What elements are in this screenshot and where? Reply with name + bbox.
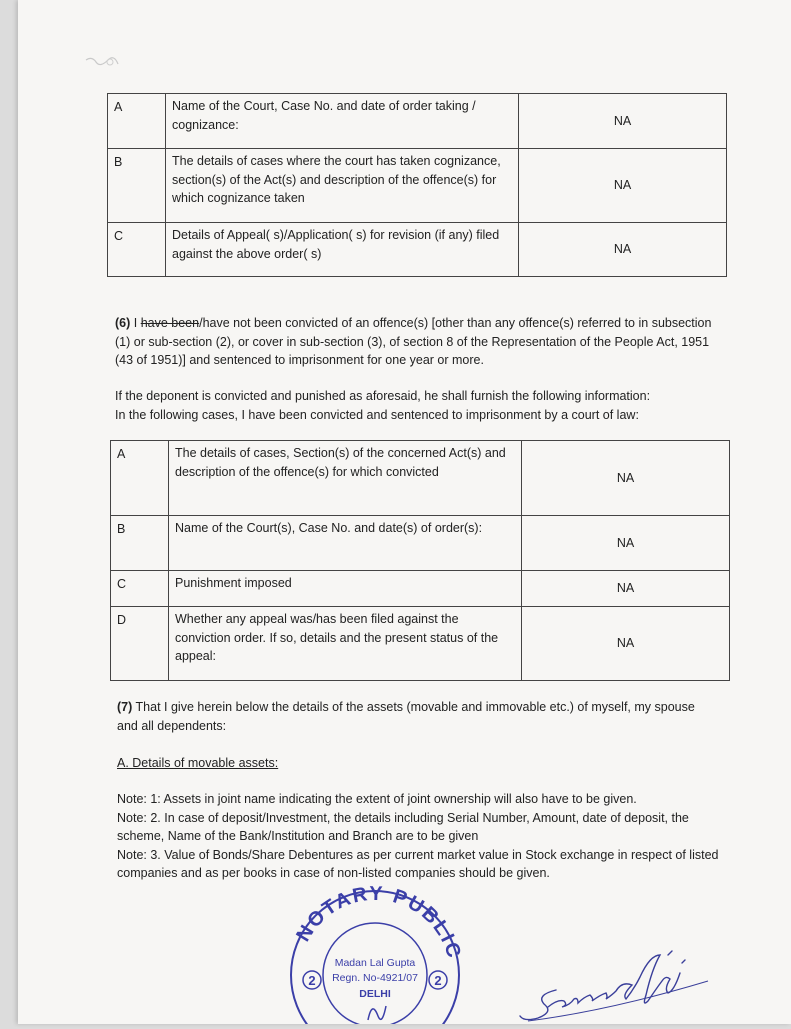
struck-text: have been (140, 316, 200, 330)
row-description: The details of cases where the court has taken cognizance, section(s) of the Act(s) and description of the offence(s) for which cognizance taken (166, 149, 519, 223)
note-3: Note: 3. Value of Bonds/Share Debentures as per current market value in Stock exchange in respect of listed companies and as per books in case of non-listed companies should be given. (117, 847, 719, 880)
row-description: Name of the Court, Case No. and date of order taking / cognizance: (166, 94, 519, 149)
table-row (111, 516, 730, 571)
paragraph-number: (7) (117, 700, 133, 714)
row-label: D (111, 607, 169, 681)
paragraph-6 (115, 314, 715, 370)
intro-line-1: If the deponent is convicted and punished as aforesaid, he shall furnish the following information: (115, 389, 651, 403)
row-description: Name of the Court(s), Case No. and date(s) of order(s): (169, 516, 522, 571)
table-row (108, 223, 727, 277)
conviction-table (110, 440, 730, 681)
document-page (18, 0, 791, 1024)
paragraph-text: That I give herein below the details of the assets (movable and immovable etc.) of myself, my spouse and all dependents: (117, 700, 695, 733)
row-value: NA (522, 607, 730, 681)
table-row (108, 94, 727, 149)
row-value: NA (522, 441, 730, 516)
movable-assets-heading: A. Details of movable assets: (117, 756, 279, 770)
row-description: Whether any appeal was/has been filed against the conviction order. If so, details and the present status of the appeal: (169, 607, 522, 681)
row-value: NA (519, 223, 727, 277)
row-label: A (108, 94, 166, 149)
paragraph-text-pre: I (130, 316, 141, 330)
intro-line-2: In the following cases, I have been convicted and sentenced to imprisonment by a court of law: (115, 407, 639, 422)
row-description: The details of cases, Section(s) of the concerned Act(s) and description of the offence(s) for which convicted (169, 441, 522, 516)
stamp-city: DELHI (359, 988, 391, 1000)
row-description: Details of Appeal( s)/Application( s) for revision (if any) filed against the above order( s) (166, 223, 519, 277)
paragraph-number: (6) (115, 316, 131, 330)
punch-mark (78, 40, 128, 80)
convicted-intro (115, 387, 735, 424)
row-value: NA (519, 149, 727, 223)
row-value: NA (522, 516, 730, 571)
table-row (108, 149, 727, 223)
note-1: Note: 1: Assets in joint name indicating the extent of joint ownership will also have to be given. (117, 792, 637, 806)
stamp-ring-text: NOTARY PUBLIC (292, 882, 466, 963)
row-description: Punishment imposed (169, 571, 522, 607)
stamp-name: Madan Lal Gupta (334, 957, 416, 969)
note-2: Note: 2. In case of deposit/Investment, the details including Serial Number, Amount, date of deposit, the scheme, Name of the Bank/Institution and Branch are to be given (117, 810, 689, 843)
notes-block (117, 790, 727, 883)
signature (518, 935, 728, 1024)
stamp-number-left: 2 (308, 973, 316, 988)
stamp-number-right: 2 (434, 973, 442, 988)
table-row (111, 571, 730, 607)
row-label: C (108, 223, 166, 277)
cognizance-table (107, 93, 727, 277)
paragraph-text: /have not been convicted of an offence(s) [other than any offence(s) referred to in subsection (1) or sub-section (2), or cover in sub-section (3), of section 8 of the Representation of the People Act, 1951 (43 of 1951)] and sentenced to imprisonment for one year or more. (115, 316, 712, 367)
table-row (111, 607, 730, 681)
notary-stamp (280, 880, 470, 1024)
row-label: B (108, 149, 166, 223)
row-value: NA (519, 94, 727, 149)
row-label: A (111, 441, 169, 516)
stamp-regn: Regn. No-4921/07 (332, 972, 418, 984)
row-label: B (111, 516, 169, 571)
paragraph-7 (117, 698, 717, 735)
row-label: C (111, 571, 169, 607)
row-value: NA (522, 571, 730, 607)
table-row (111, 441, 730, 516)
